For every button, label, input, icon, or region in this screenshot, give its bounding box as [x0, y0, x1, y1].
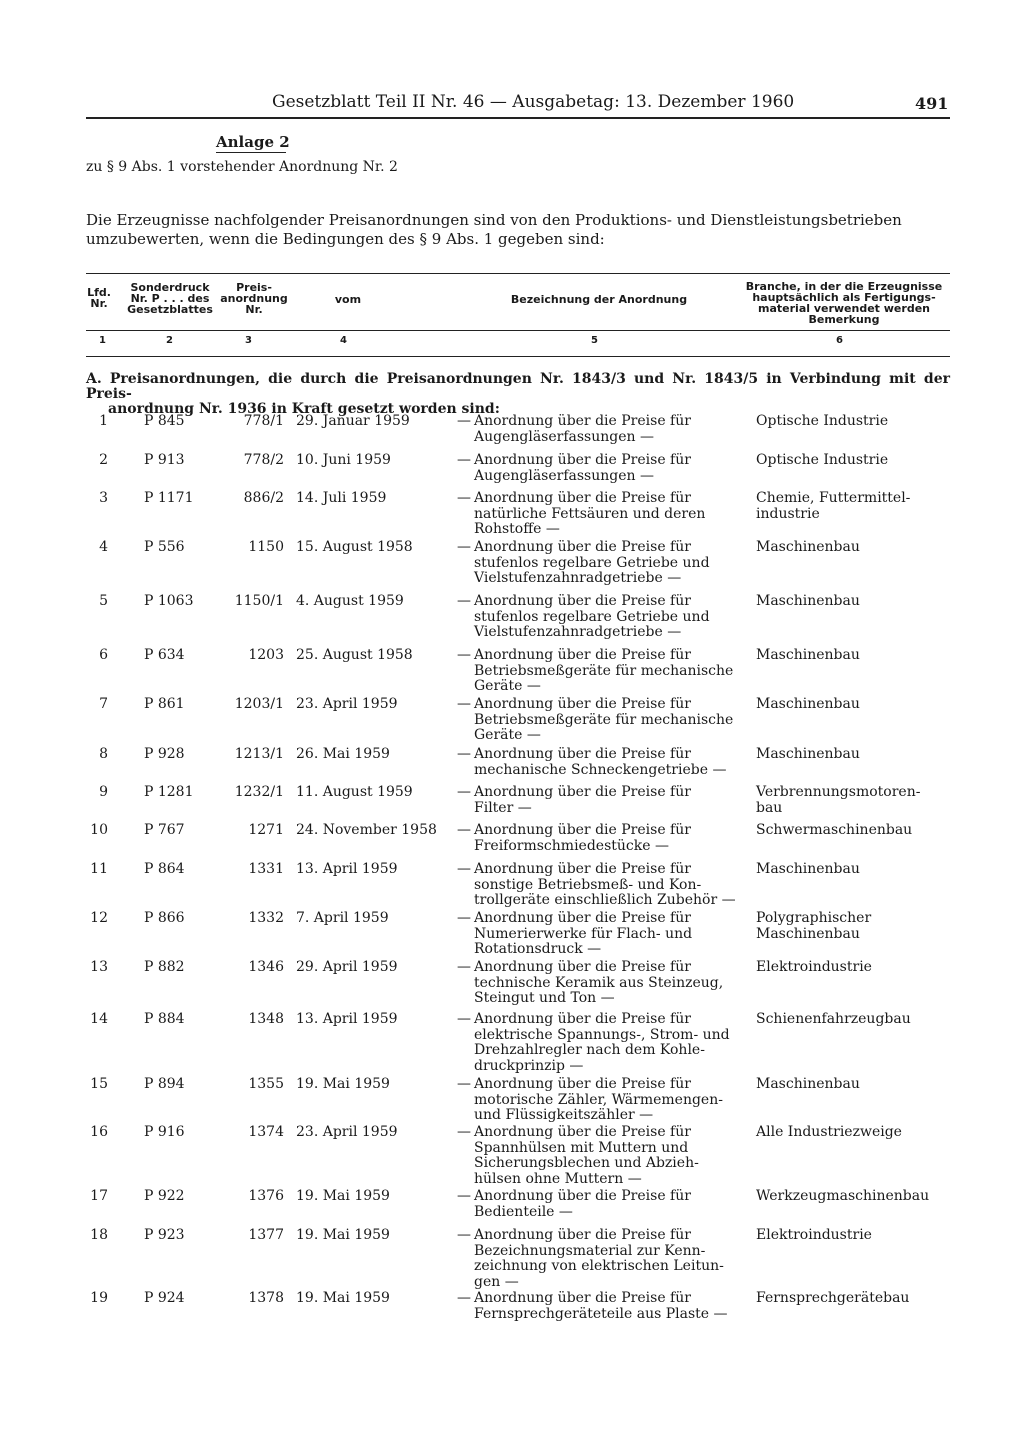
- cell-vom: 4. August 1959: [296, 593, 404, 609]
- cell-vom: 29. April 1959: [296, 959, 398, 975]
- cell-bezeichnung: Anordnung über die Preise für motorische Zähler, Wärmemengen- und Flüssigkeitszähler —: [474, 1076, 723, 1123]
- cell-dash: —: [457, 539, 471, 555]
- cell-sonderdruck: P 767: [144, 822, 185, 838]
- cell-dash: —: [457, 452, 471, 468]
- cell-vom: 24. November 1958: [296, 822, 437, 838]
- section-a-heading: [86, 372, 950, 417]
- cell-sonderdruck: P 882: [144, 959, 185, 975]
- cell-lfd: 8: [99, 746, 108, 762]
- cell-preisanordnung: 778/1: [243, 413, 284, 429]
- cell-vom: 10. Juni 1959: [296, 452, 391, 468]
- cell-bezeichnung: Anordnung über die Preise für stufenlos regelbare Getriebe und Vielstufenzahnradgetriebe —: [474, 539, 710, 586]
- cell-vom: 19. Mai 1959: [296, 1290, 390, 1306]
- cell-sonderdruck: P 1171: [144, 490, 194, 506]
- cell-dash: —: [457, 696, 471, 712]
- cell-lfd: 2: [99, 452, 108, 468]
- cell-branche: Elektroindustrie: [756, 959, 872, 975]
- cell-sonderdruck: P 913: [144, 452, 185, 468]
- cell-lfd: 17: [90, 1188, 108, 1204]
- cell-branche: Polygraphischer Maschinenbau: [756, 910, 872, 942]
- cell-bezeichnung: Anordnung über die Preise für natürliche Fettsäuren und deren Rohstoffe —: [474, 490, 706, 537]
- column-number-2: 2: [166, 335, 173, 346]
- cell-branche: Maschinenbau: [756, 593, 860, 609]
- cell-dash: —: [457, 1011, 471, 1027]
- section-a-line-2: anordnung Nr. 1936 in Kraft gesetzt worden sind:: [108, 401, 500, 417]
- cell-dash: —: [457, 1124, 471, 1140]
- cell-preisanordnung: 778/2: [243, 452, 284, 468]
- cell-preisanordnung: 1232/1: [234, 784, 284, 800]
- cell-branche: Schwermaschinenbau: [756, 822, 913, 838]
- cell-sonderdruck: P 884: [144, 1011, 185, 1027]
- cell-branche: Maschinenbau: [756, 696, 860, 712]
- cell-preisanordnung: 1378: [248, 1290, 284, 1306]
- cell-lfd: 4: [99, 539, 108, 555]
- cell-lfd: 15: [90, 1076, 108, 1092]
- cell-sonderdruck: P 845: [144, 413, 185, 429]
- cell-lfd: 19: [90, 1290, 108, 1306]
- cell-branche: Maschinenbau: [756, 861, 860, 877]
- cell-lfd: 7: [99, 696, 108, 712]
- cell-vom: 25. August 1958: [296, 647, 413, 663]
- section-a-line-1: A. Preisanordnungen, die durch die Preisanordnungen Nr. 1843/3 und Nr. 1843/5 in Verbindung mit der Preis-: [86, 371, 950, 402]
- column-number-3: 3: [245, 335, 252, 346]
- cell-lfd: 3: [99, 490, 108, 506]
- cell-vom: 11. August 1959: [296, 784, 413, 800]
- cell-preisanordnung: 1213/1: [234, 746, 284, 762]
- header-bezeichnung: Bezeichnung der Anordnung: [510, 293, 688, 306]
- cell-dash: —: [457, 647, 471, 663]
- cell-lfd: 13: [90, 959, 108, 975]
- cell-sonderdruck: P 1281: [144, 784, 194, 800]
- cell-vom: 19. Mai 1959: [296, 1227, 390, 1243]
- cell-sonderdruck: P 634: [144, 647, 185, 663]
- cell-dash: —: [457, 490, 471, 506]
- cell-branche: Werkzeugmaschinenbau: [756, 1188, 930, 1204]
- cell-dash: —: [457, 1076, 471, 1092]
- cell-bezeichnung: Anordnung über die Preise für Betriebsmeßgeräte für mechanische Geräte —: [474, 647, 734, 694]
- cell-branche: Optische Industrie: [756, 413, 889, 429]
- cell-vom: 29. Januar 1959: [296, 413, 410, 429]
- cell-vom: 15. August 1958: [296, 539, 413, 555]
- cell-sonderdruck: P 924: [144, 1290, 185, 1306]
- cell-branche: Elektroindustrie: [756, 1227, 872, 1243]
- cell-sonderdruck: P 556: [144, 539, 185, 555]
- cell-dash: —: [457, 1227, 471, 1243]
- cell-preisanordnung: 1332: [248, 910, 284, 926]
- cell-bezeichnung: Anordnung über die Preise für Betriebsmeßgeräte für mechanische Geräte —: [474, 696, 734, 743]
- cell-dash: —: [457, 861, 471, 877]
- cell-bezeichnung: Anordnung über die Preise für technische Keramik aus Steinzeug, Steingut und Ton —: [474, 959, 724, 1006]
- cell-branche: Fernsprechgerätebau: [756, 1290, 910, 1306]
- cell-bezeichnung: Anordnung über die Preise für stufenlos regelbare Getriebe und Vielstufenzahnradgetriebe —: [474, 593, 710, 640]
- column-number-1: 1: [99, 335, 106, 346]
- column-number-4: 4: [340, 335, 347, 346]
- cell-sonderdruck: P 923: [144, 1227, 185, 1243]
- cell-bezeichnung: Anordnung über die Preise für Fernsprechgeräteteile aus Plaste —: [474, 1290, 728, 1322]
- table-header-rule: [86, 330, 950, 331]
- cell-preisanordnung: 1203/1: [234, 696, 284, 712]
- cell-bezeichnung: Anordnung über die Preise für Freiformschmiedestücke —: [474, 822, 691, 854]
- cell-lfd: 10: [90, 822, 108, 838]
- cell-lfd: 16: [90, 1124, 108, 1140]
- cell-preisanordnung: 1203: [248, 647, 284, 663]
- cell-vom: 26. Mai 1959: [296, 746, 390, 762]
- cell-sonderdruck: P 864: [144, 861, 185, 877]
- cell-bezeichnung: Anordnung über die Preise für Bedienteile —: [474, 1188, 691, 1220]
- cell-bezeichnung: Anordnung über die Preise für Augengläserfassungen —: [474, 452, 691, 484]
- header-preisanordnung: Preis- anordnung Nr.: [220, 281, 288, 316]
- cell-dash: —: [457, 746, 471, 762]
- intro-line-2: umzubewerten, wenn die Bedingungen des § 9 Abs. 1 gegeben sind:: [86, 230, 605, 248]
- page-header-title: Gesetzblatt Teil II Nr. 46 — Ausgabetag: 13. Dezember 1960: [272, 92, 795, 112]
- cell-preisanordnung: 1376: [248, 1188, 284, 1204]
- annex-underline: [216, 152, 286, 153]
- table-column-number-rule: [86, 356, 950, 357]
- cell-branche: Optische Industrie: [756, 452, 889, 468]
- cell-preisanordnung: 1150/1: [234, 593, 284, 609]
- cell-sonderdruck: P 861: [144, 696, 185, 712]
- cell-bezeichnung: Anordnung über die Preise für elektrische Spannungs-, Strom- und Drehzahlregler nach dem Kohle- druckprinzip —: [474, 1011, 730, 1074]
- cell-branche: Maschinenbau: [756, 647, 860, 663]
- cell-bezeichnung: Anordnung über die Preise für mechanische Schneckengetriebe —: [474, 746, 727, 778]
- cell-lfd: 5: [99, 593, 108, 609]
- cell-dash: —: [457, 822, 471, 838]
- cell-vom: 23. April 1959: [296, 696, 398, 712]
- cell-preisanordnung: 1271: [248, 822, 284, 838]
- intro-paragraph: [86, 211, 950, 249]
- cell-sonderdruck: P 928: [144, 746, 185, 762]
- cell-dash: —: [457, 1188, 471, 1204]
- cell-preisanordnung: 1150: [248, 539, 284, 555]
- cell-branche: Chemie, Futtermittel- industrie: [756, 490, 911, 522]
- cell-bezeichnung: Anordnung über die Preise für Filter —: [474, 784, 691, 816]
- cell-preisanordnung: 1331: [248, 861, 284, 877]
- cell-branche: Maschinenbau: [756, 539, 860, 555]
- cell-bezeichnung: Anordnung über die Preise für sonstige Betriebsmeß- und Kon- trollgeräte einschließlich Zubehör —: [474, 861, 736, 908]
- cell-vom: 14. Juli 1959: [296, 490, 387, 506]
- cell-branche: Maschinenbau: [756, 746, 860, 762]
- annex-reference: zu § 9 Abs. 1 vorstehender Anordnung Nr. 2: [86, 159, 398, 175]
- cell-vom: 19. Mai 1959: [296, 1076, 390, 1092]
- cell-lfd: 18: [90, 1227, 108, 1243]
- cell-preisanordnung: 1374: [248, 1124, 284, 1140]
- cell-vom: 7. April 1959: [296, 910, 389, 926]
- cell-preisanordnung: 1377: [248, 1227, 284, 1243]
- cell-dash: —: [457, 413, 471, 429]
- cell-lfd: 6: [99, 647, 108, 663]
- table-top-rule: [86, 273, 950, 274]
- page-number: 491: [915, 94, 949, 113]
- cell-preisanordnung: 1346: [248, 959, 284, 975]
- column-number-5: 5: [591, 335, 598, 346]
- cell-sonderdruck: P 1063: [144, 593, 194, 609]
- cell-sonderdruck: P 866: [144, 910, 185, 926]
- cell-preisanordnung: 886/2: [243, 490, 284, 506]
- header-vom: vom: [334, 293, 362, 306]
- cell-lfd: 12: [90, 910, 108, 926]
- header-branche: Branche, in der die Erzeugnisse hauptsächlich als Fertigungs- material verwendet werden Bemerkung: [745, 280, 943, 326]
- cell-sonderdruck: P 894: [144, 1076, 185, 1092]
- cell-dash: —: [457, 784, 471, 800]
- cell-preisanordnung: 1348: [248, 1011, 284, 1027]
- header-sonderdruck: Sonderdruck Nr. P . . . des Gesetzblattes: [127, 281, 213, 316]
- cell-lfd: 14: [90, 1011, 108, 1027]
- cell-vom: 19. Mai 1959: [296, 1188, 390, 1204]
- cell-preisanordnung: 1355: [248, 1076, 284, 1092]
- column-number-6: 6: [836, 335, 843, 346]
- annex-title: Anlage 2: [216, 133, 290, 151]
- cell-dash: —: [457, 1290, 471, 1306]
- cell-dash: —: [457, 910, 471, 926]
- cell-lfd: 11: [90, 861, 108, 877]
- cell-branche: Alle Industriezweige: [756, 1124, 902, 1140]
- cell-bezeichnung: Anordnung über die Preise für Numerierwerke für Flach- und Rotationsdruck —: [474, 910, 693, 957]
- cell-bezeichnung: Anordnung über die Preise für Augengläserfassungen —: [474, 413, 691, 445]
- cell-bezeichnung: Anordnung über die Preise für Bezeichnungsmaterial zur Kenn- zeichnung von elektrischen Leitun- gen —: [474, 1227, 724, 1290]
- cell-sonderdruck: P 922: [144, 1188, 185, 1204]
- cell-branche: Schienenfahrzeugbau: [756, 1011, 911, 1027]
- cell-lfd: 9: [99, 784, 108, 800]
- cell-vom: 23. April 1959: [296, 1124, 398, 1140]
- cell-sonderdruck: P 916: [144, 1124, 185, 1140]
- cell-dash: —: [457, 959, 471, 975]
- cell-vom: 13. April 1959: [296, 861, 398, 877]
- cell-dash: —: [457, 593, 471, 609]
- header-lfd-nr: Lfd. Nr.: [87, 286, 111, 310]
- cell-lfd: 1: [99, 413, 108, 429]
- header-divider: [86, 117, 950, 119]
- cell-bezeichnung: Anordnung über die Preise für Spannhülsen mit Muttern und Sicherungsblechen und Abzieh- hülsen ohne Muttern —: [474, 1124, 699, 1187]
- cell-vom: 13. April 1959: [296, 1011, 398, 1027]
- intro-line-1: Die Erzeugnisse nachfolgender Preisanordnungen sind von den Produktions- und Dienstleistungsbetrieben: [86, 211, 902, 229]
- cell-branche: Maschinenbau: [756, 1076, 860, 1092]
- cell-branche: Verbrennungsmotoren- bau: [756, 784, 921, 816]
